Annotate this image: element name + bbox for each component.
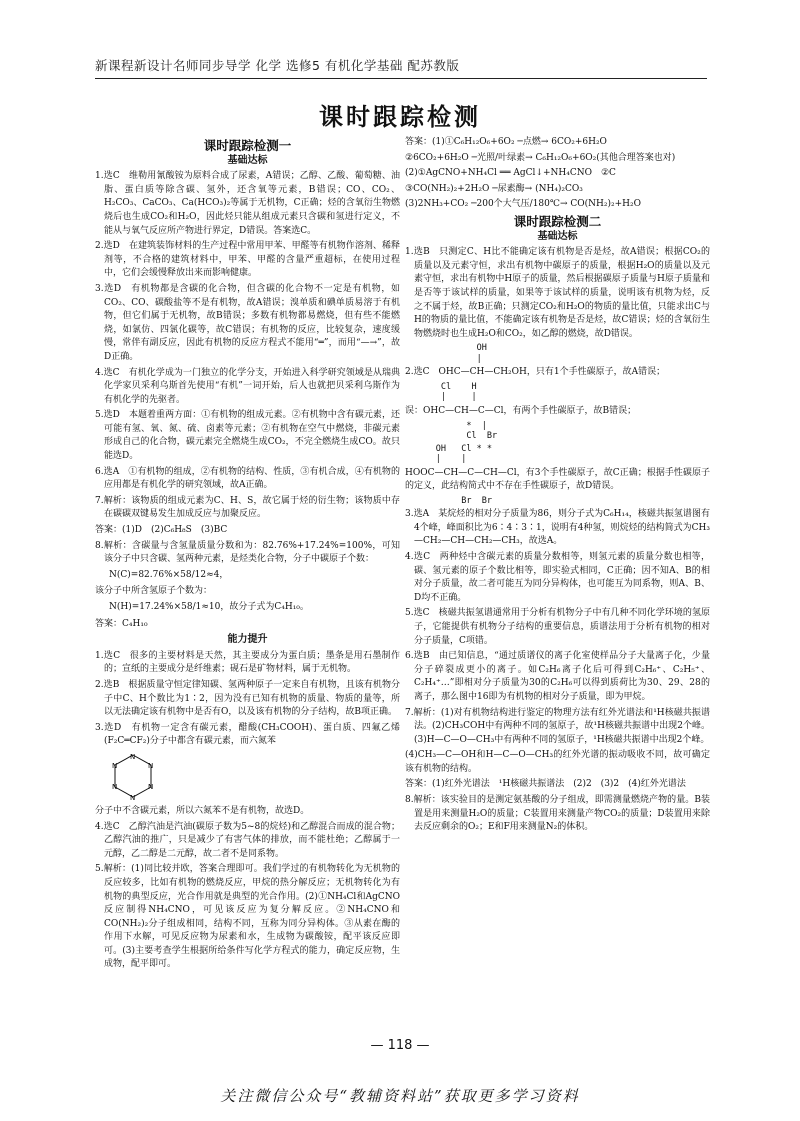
svg-text:N: N <box>112 782 118 791</box>
list-item: 1.选C 维勒用氰酸铵为原料合成了尿素，A错误；乙醇、乙酸、葡萄糖、油脂、蛋白质等除含碳、氢外，还含氧等元素，B错误；CO、CO₂、H₂CO₃、CaCO₃、Ca(HCO₃)₂等属于无机物，C正确；烃的含氧衍生物燃烧后也生成CO₂和H₂O，因此烃只能从组成元素只含碳和氢进行定义，不能从与氧气反应所产物进行界定，D错误。答案选C。 <box>95 171 400 236</box>
answer-equation: ③CO(NH₂)₂+2H₂O ─尿素酶→ (NH₄)₂CO₃ <box>405 183 583 194</box>
list-item: 4.选C 两种烃中含碳元素的质量分数相等，则氢元素的质量分数也相等，碳、氢元素的原子个数比相等，即实验式相同，C正确；因不知A、B的相对分子质量，故二者可能互为同分异构体，也可能互为同系物，则A、B、D均不正确。 <box>405 551 710 603</box>
section-heading-1: 课时跟踪检测一 <box>203 138 292 153</box>
structure-c-lower: Br Br <box>405 495 492 506</box>
list-item: (4)CH₃—C—OH和H—C—O—CH₃的红外光谱的振动吸收不同，故可确定该有机物的结构。 <box>405 750 710 774</box>
list-item: 5.选D 本题着重两方面：①有机物的组成元素。②有机物中含有碳元素，还可能有氢、氧、氮、硫、卤素等元素；②有机物在空气中燃烧，非碳元素形成自己的化合物，碳元素完全燃烧生成CO₂，不完全燃烧生成CO。故只能选D。 <box>95 410 400 462</box>
page-number: — 118 — <box>370 1038 430 1053</box>
list-item: 误：OHC—CH—C—Cl，有两个手性碳原子，故B错误； <box>405 405 637 416</box>
answer-line: 答案：(1)红外光谱法 ¹H核磁共振谱法 (2)2 (3)2 (4)红外光谱法 <box>405 779 686 790</box>
hexazine-structure <box>109 751 400 803</box>
answer-equation: (3)2NH₃+CO₂ ─200个大气压/180℃→ CO(NH₂)₂+H₂O <box>405 199 641 210</box>
svg-text:N: N <box>130 752 136 761</box>
answer-equation: 答案：(1)①C₆H₁₂O₆+6O₂ ─点燃→ 6CO₂+6H₂O <box>405 137 607 147</box>
list-item: HOOC—CH—C—CH—Cl，有3个手性碳原子，故C正确；根据手性碳原子的定义，此结构简式中不存在手性碳原子，故D错误。 <box>405 467 710 492</box>
answer-line: 答案：C₄H₁₀ <box>95 618 148 629</box>
list-item: 7.解析：该物质的组成元素为C、H、S，故它属于烃的衍生物；该物质中存在碳碳双键易发生加成反应与加聚反应。 <box>95 495 400 520</box>
list-item: 8.解析：含碳量与含氢量质量分数和为：82.76%+17.24%=100%，可知该分子中只含碳、氢两种元素，是烃类化合物，分子中碳原子个数： <box>95 540 400 565</box>
svg-text:N: N <box>148 761 154 770</box>
list-item: 3.选D 有机物一定含有碳元素，醋酸(CH₃COOH)、蛋白质、四氟乙烯(F₂C═CF₂)分子中都含有碳元素，而六氮苯 <box>95 722 400 747</box>
hexazine-ring-icon <box>109 751 157 803</box>
list-item: 2.选B 根据质量守恒定律知碳、氢两种原子一定来自有机物，且该有机物分子中C、H个数比为1∶2，因为没有已知有机物的质量、物质的量等，所以无法确定该有机物中是否有O，以及该有机物的分子结构，故B项正确。 <box>95 679 400 718</box>
list-item: 4.选C 有机化学成为一门独立的化学分支，开始进入科学研究领域是从瑞典化学家贝采利乌斯首先使用“有机”一词开始，后人也就把贝采利乌斯作为有机化学的先驱者。 <box>95 367 400 405</box>
list-item: 6.选A ①有机物的组成，②有机物的结构、性质，③有机合成，④有机物的应用都是有机化学的研究领域，故A正确。 <box>95 466 400 491</box>
sub-heading-basic-2: 基础达标 <box>537 230 578 242</box>
equation: N(C)=82.76%×58/12≈4， <box>109 569 229 580</box>
list-item: 2.选C OHC—CH—CH₂OH，只有1个手性碳原子，故A错误； <box>405 367 666 378</box>
sub-heading-basic: 基础达标 <box>227 154 268 166</box>
list-item: 3.选D 有机物都是含碳的化合物，但含碳的化合物不一定是有机物，如CO₂、CO、碳酸盐等不是有机物，故A错误；溴单质和碘单质易溶于有机物，但它们属于无机物，故B错误；多数有机物都易燃烧，但有些不能燃烧，如氯仿、四氯化碳等，故C错误；有机物的反应，比较复杂，速度缓慢，常伴有副反应，因此有机物的反应方程式不能用“═”，而用“—→”，故D正确。 <box>95 283 400 362</box>
list-item: 1.选B 只测定C、H比不能确定该有机物是否是烃，故A错误；根据CO₂的质量以及元素守恒，求出有机物中碳原子的质量，根据H₂O的质量以及元素守恒，求出有机物中H原子的质量，然后根据碳原子质量与H原子质量和是否等于该试样的质量，如果等于该试样的质量，说明该有机物为烃，反之不属于烃，故B正确；只测定CO₂和H₂O的物质的量比值，只能求出C与H的物质的量比值，不能确定该有机物是否是烃，故C错误；烃的含氧衍生物燃烧时也生成H₂O和CO₂，如乙醇的燃烧，故D错误。 <box>405 247 710 339</box>
page-title: 课时跟踪检测 <box>319 103 481 131</box>
footer-note: 关注微信公众号“教辅资料站”获取更多学习资料 <box>220 1087 580 1105</box>
list-item: 7.解析：(1)对有机物结构进行鉴定的物理方法有红外光谱法和¹H核磁共振谱法。(2)CH₃COH中有两种不同的氢原子，故¹H核磁共振谱中出现2个峰。(3)H—C—O—CH₃中有两种不同的氢原子，¹H核磁共振谱中出现2个峰。 <box>405 707 710 745</box>
header-rule <box>95 78 707 79</box>
equation: N(H)=17.24%×58/1≈10，故分子式为C₄H₁₀。 <box>109 602 309 612</box>
structure-b-lower: * | Cl Br <box>466 420 498 441</box>
svg-text:N: N <box>112 761 118 770</box>
answer-equation: ②6CO₂+6H₂O ─光照/叶绿素→ C₆H₁₂O₆+6O₂(其他合理答案也对) <box>405 152 676 163</box>
list-item: 5.解析：(1)同比较并欧，答案合理即可。我们学过的有机物转化为无机物的反应较多，比如有机物的燃烧反应，甲烷的热分解反应；无机物转化为有机物的典型反应，光合作用就是典型的光合作用。(2)①NH₄Cl和AgCNO反应制得NH₄CNO，可见该反应为复分解反应。②NH₄CNO和CO(NH₂)₂分子组成相同，结构不同，互称为同分异构体。③从素在酶的作用下水解，可见反应物为尿素和水，生成物为碳酸铵，配平该反应即可。(3)主要考查学生根据所给条件写化学方程式的能力，确定反应物，生成物，配平即可。 <box>95 864 400 970</box>
list-item: 3.选A 某烷烃的相对分子质量为86，则分子式为C₆H₁₄，核磁共振氢谱图有4个峰，峰面积比为6∶4∶3∶1，说明有4种氢，则烷烃的结构简式为CH₃—CH₂—CH—CH₂—CH₃，故选A。 <box>405 509 710 547</box>
structure-b: Cl H | | <box>440 381 477 403</box>
list-item: 2.选D 在建筑装饰材料的生产过程中常用甲苯、甲醛等有机物作溶剂、稀释剂等，不合格的建筑材料中，甲苯、甲醛的含量严重超标，在使用过程中，它们会缓慢释放出来而影响健康。 <box>95 241 400 279</box>
list-item: 5.选C 核磁共振氢谱通常用于分析有机物分子中有几种不同化学环境的氢原子，它能提供有机物分子结构的重要信息，质谱法用于分析有机物的相对分子质量，C项错。 <box>405 608 710 646</box>
structure-c: OH Cl * * | | <box>435 443 492 464</box>
left-column <box>95 136 400 974</box>
svg-text:N: N <box>130 793 136 802</box>
section-heading-2: 课时跟踪检测二 <box>513 213 602 229</box>
answer-equation: (2)①AgCNO+NH₄Cl ══ AgCl↓+NH₄CNO ②C <box>405 168 616 179</box>
right-column <box>405 136 710 837</box>
list-item: 分子中不含碳元素，所以六氮苯不是有机物，故选D。 <box>95 805 310 816</box>
list-item: 1.选C 很多的主要材料是天然，其主要成分为蛋白质；墨条是用石墨制作的；宣纸的主要成分是纤维素；砚石是矿物材料，属于无机物。 <box>95 650 400 675</box>
list-item: 6.选B 由已知信息，“通过质谱仪的离子化室使样品分子大量离子化，少量分子碎裂成更小的离子。如C₂H₆离子化后可得到C₂H₆⁺、C₂H₅⁺、C₂H₄⁺…”即相对分子质量为30的C₂H₆可以得到质荷比为30、29、28的离子，那么图中16即为有机物的相对分子质量，即为甲烷。 <box>405 651 710 702</box>
answer-line: 答案：(1)D (2)C₆H₈S (3)BC <box>95 525 228 536</box>
running-header: 新课程新设计名师同步导学 化学 选修5 有机化学基础 配苏教版 <box>95 58 460 73</box>
sub-heading-ability: 能力提升 <box>227 634 268 646</box>
list-item: 4.选C 乙醇汽油是汽油(碳原子数为5~8的烷烃)和乙醇混合而成的混合物；乙醇汽油的推广，只是减少了有害气体的排放，而不能杜绝；乙醇属于一元醇，乙二醇是二元醇，故二者不是同系物。 <box>95 821 400 859</box>
structure-a: OH | <box>476 343 487 364</box>
list-item: 该分子中所含氢原子个数为： <box>95 586 213 597</box>
list-item: 8.解析：该实验目的是测定氨基酸的分子组成，即需测量燃烧产物的量。B装置是用来测量H₂O的质量；C装置用来测量产物CO₂的质量；D装置用来除去反应剩余的O₂；E和F用来测量N₂的体积。 <box>405 795 710 833</box>
svg-text:N: N <box>148 782 154 791</box>
